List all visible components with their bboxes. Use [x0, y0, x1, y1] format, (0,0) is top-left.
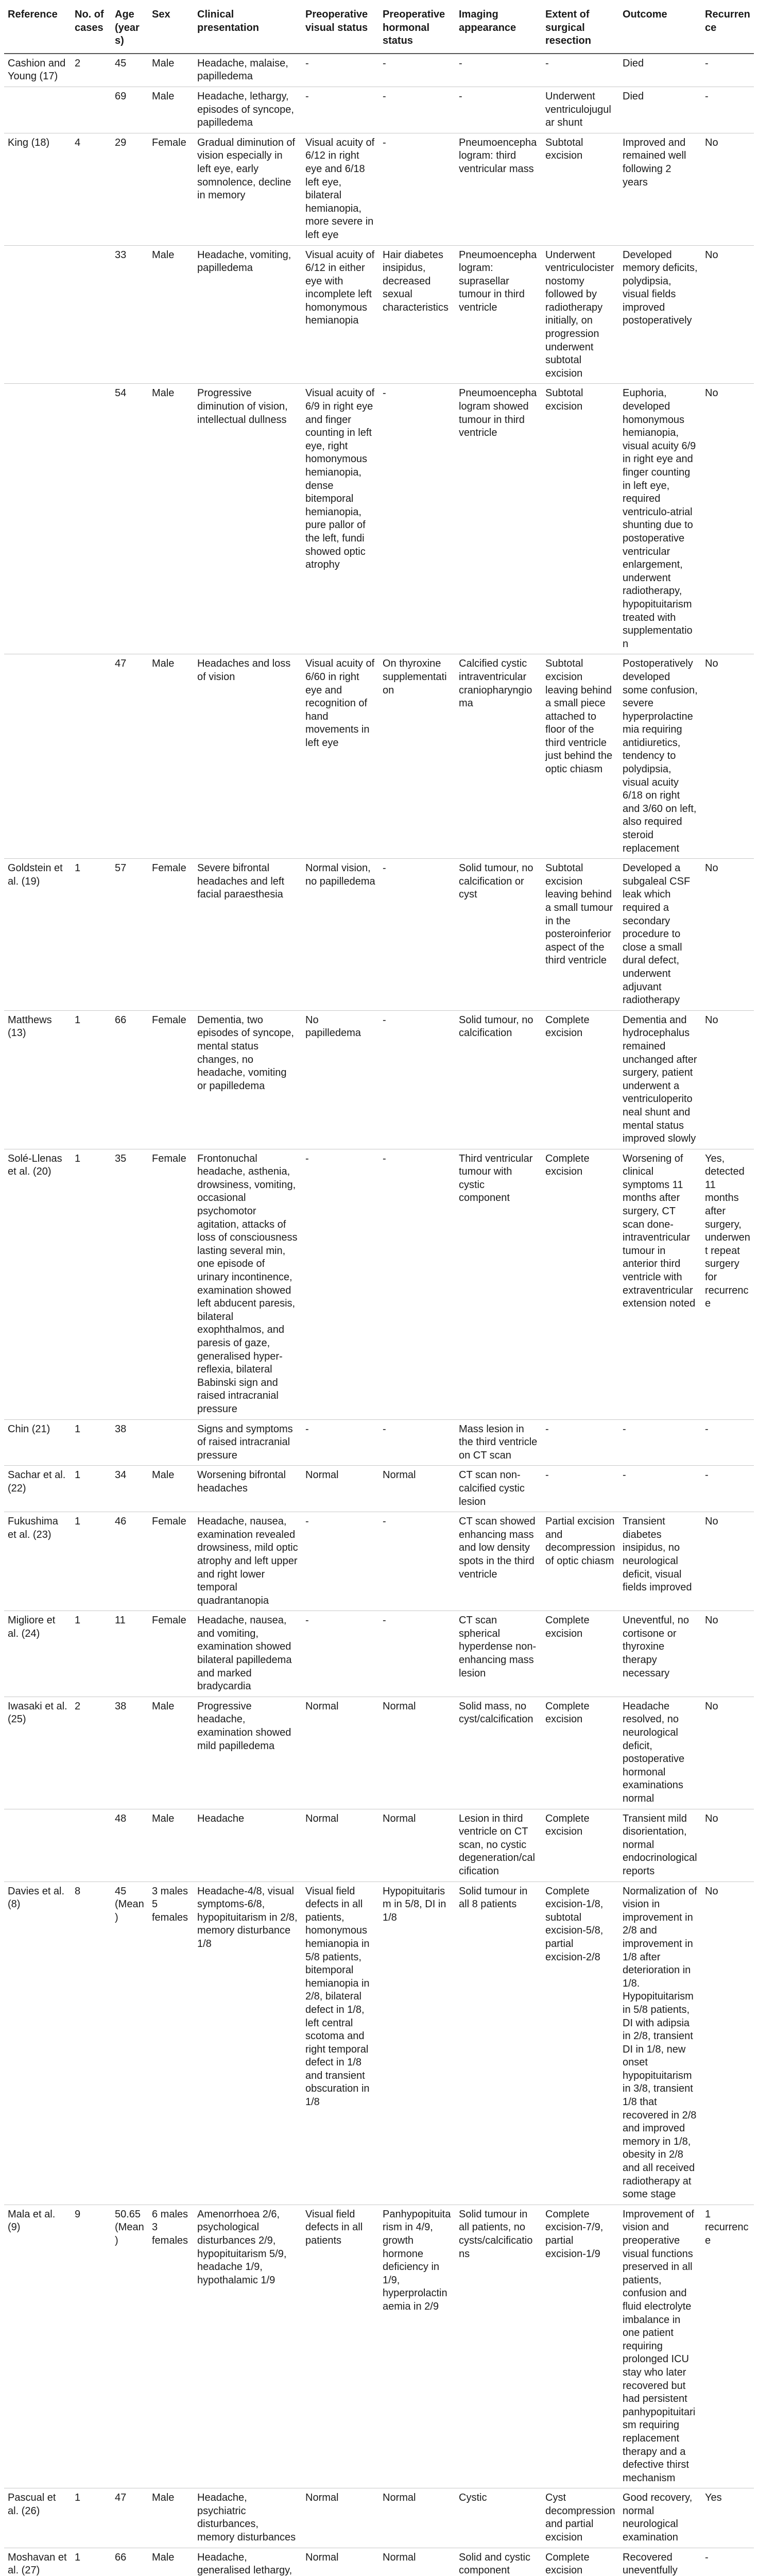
header-hormonal-status: Preoperative hormonal status: [379, 4, 455, 54]
cell-resection: Complete excision-7/9, partial excision-1/9: [545, 2208, 604, 2260]
cell-hormonal-status: Normal: [383, 2551, 416, 2563]
cell-hormonal-status: -: [383, 1014, 386, 1026]
cell-sex: Female: [152, 1516, 186, 1528]
table-row: [4, 1611, 754, 1697]
cell-sex: Male: [152, 90, 175, 102]
cell-cases: 1: [75, 2551, 81, 2563]
cell-cases: 1: [75, 1423, 81, 1435]
cell-resection: Complete excision: [545, 1700, 590, 1725]
cell-outcome: Died: [623, 57, 644, 69]
cell-recurrence: No: [705, 658, 718, 670]
cell-visual-status: Visual acuity of 6/60 in right eye and recognition of hand movements in left eye: [305, 658, 375, 749]
cell-outcome: Developed a subgaleal CSF leak which required a secondary procedure to close a small dural defect, underwent adjuvant radiotherapy: [623, 862, 691, 1006]
table-row: [4, 1697, 754, 1809]
cell-cases: [71, 654, 111, 859]
cell-clinical-presentation: Headache: [197, 1812, 245, 1824]
cell-sex: Female: [152, 862, 186, 874]
clinical-table-container: [4, 4, 754, 2576]
cell-clinical-presentation: Headache, nausea, and vomiting, examination showed bilateral papilledema and marked bradycardia: [197, 1615, 292, 1692]
cell-outcome: Improvement of vision and preoperative visual functions preserved in all patients, confusion and fluid electrolyte imbalance in one patient requiring prolonged ICU stay who later recovered but had persistent panhypopituitarism requiring replacement therapy and a defective thirst mechanism: [623, 2208, 696, 2484]
cell-imaging: Solid tumour in all patients, no cysts/calcifications: [459, 2208, 533, 2260]
cell-cases: 1: [75, 1615, 81, 1626]
header-resection: Extent of surgical resection: [542, 4, 619, 54]
cell-outcome: Euphoria, developed homonymous hemianopia, visual acuity 6/9 in right eye and finger counting in left eye, required ventriculo-atrial shunting due to postoperative ventricular enlargement, underwent radiotherapy, hypopituitarism treated with supplementation: [623, 387, 696, 650]
cell-visual-status: Normal: [305, 1700, 339, 1712]
cell-recurrence: No: [705, 137, 718, 148]
cell-clinical-presentation: Headaches and loss of vision: [197, 658, 291, 683]
cell-outcome: Recovered uneventfully: [623, 2551, 678, 2576]
cell-imaging: Solid tumour in all 8 patients: [459, 1885, 528, 1910]
cell-visual-status: Normal vision, no papilledema: [305, 862, 375, 887]
cell-cases: 4: [75, 137, 81, 148]
cell-reference: [4, 654, 71, 859]
cell-cases: [71, 384, 111, 654]
table-row: [4, 1809, 754, 1882]
cell-sex: Male: [152, 1469, 175, 1481]
cell-age: 29: [115, 137, 127, 148]
cell-resection: Subtotal excision leaving behind a small tumour in the posteroinferior aspect of the third ventricle: [545, 862, 613, 967]
cell-imaging: Pneumoencephalogram showed tumour in third ventricle: [459, 387, 537, 439]
cell-age: 50.65 (Mean): [115, 2208, 144, 2246]
cell-visual-status: Visual acuity of 6/12 in either eye with incomplete left homonymous hemianopia: [305, 249, 375, 327]
cell-hormonal-status: -: [383, 1423, 386, 1435]
cell-sex: Male: [152, 249, 175, 261]
header-age: Age (years): [111, 4, 148, 54]
table-row: [4, 384, 754, 654]
table-row: [4, 2548, 754, 2576]
cell-resection: Complete excision: [545, 1014, 590, 1039]
cell-sex: 6 males 3 females: [152, 2208, 188, 2246]
cell-visual-status: Normal: [305, 2551, 339, 2563]
cell-reference: [4, 1809, 71, 1882]
cell-reference: [4, 87, 71, 133]
header-recurrence: Recurrence: [701, 4, 754, 54]
cell-hormonal-status: Normal: [383, 2492, 416, 2504]
cell-imaging: -: [459, 57, 462, 69]
cell-outcome: Uneventful, no cortisone or thyroxine therapy necessary: [623, 1615, 689, 1679]
cell-sex: 3 males 5 females: [152, 1885, 188, 1923]
cell-reference: Cashion and Young (17): [8, 57, 66, 82]
table-row: [4, 54, 754, 87]
cell-cases: 1: [75, 1469, 81, 1481]
cell-sex: Male: [152, 387, 175, 399]
cell-age: 35: [115, 1153, 127, 1164]
cell-resection: Complete excision: [545, 1615, 590, 1639]
cell-clinical-presentation: Worsening bifrontal headaches: [197, 1469, 286, 1494]
cell-outcome: Good recovery, normal neurological examination: [623, 2492, 693, 2544]
cell-hormonal-status: On thyroxine supplementation: [383, 658, 447, 696]
cell-reference: Solé-Llenas et al. (20): [8, 1153, 62, 1178]
cell-clinical-presentation: Headache, nausea, examination revealed drowsiness, mild optic atrophy and left upper and right lower temporal quadrantanopia: [197, 1516, 298, 1606]
cell-resection: Complete excision: [545, 1153, 590, 1178]
cell-outcome: Died: [623, 90, 644, 102]
cell-imaging: Pneumoencephalogram: suprasellar tumour in third ventricle: [459, 249, 537, 313]
cell-imaging: CT scan showed enhancing mass and low density spots in the third ventricle: [459, 1516, 536, 1580]
table-body: [4, 54, 754, 2576]
table-row: [4, 1512, 754, 1611]
cell-age: 66: [115, 1014, 127, 1026]
cell-imaging: Solid mass, no cyst/calcification: [459, 1700, 533, 1725]
cell-age: 11: [115, 1615, 126, 1626]
cell-hormonal-status: Panhypopituitarism in 4/9, growth hormone deficiency in 1/9, hyperprolactinaemia in 2/9: [383, 2208, 451, 2312]
cell-age: 66: [115, 2551, 127, 2563]
cell-recurrence: No: [705, 862, 718, 874]
cell-age: 47: [115, 2492, 127, 2504]
cell-visual-status: Visual field defects in all patients: [305, 2208, 363, 2246]
table-row: [4, 654, 754, 859]
cell-hormonal-status: -: [383, 1615, 386, 1626]
cell-sex: [148, 1419, 194, 1466]
cell-clinical-presentation: Signs and symptoms of raised intracranial pressure: [197, 1423, 293, 1461]
cell-resection: -: [545, 1469, 549, 1481]
cell-hormonal-status: -: [383, 57, 386, 69]
cell-visual-status: -: [305, 1153, 309, 1164]
cell-sex: Male: [152, 1700, 175, 1712]
cell-cases: 2: [75, 57, 81, 69]
cell-hormonal-status: Hair diabetes insipidus, decreased sexual characteristics: [383, 249, 449, 313]
cell-age: 48: [115, 1812, 127, 1824]
cell-sex: Female: [152, 1014, 186, 1026]
cell-hormonal-status: -: [383, 862, 386, 874]
cell-sex: Male: [152, 57, 175, 69]
cell-recurrence: Yes, detected 11 months after surgery, underwent repeat surgery for recurrence: [705, 1153, 750, 1310]
table-row: [4, 2205, 754, 2488]
cell-resection: Underwent ventriculocisternostomy followed by radiotherapy initially, on progression underwent subtotal excision: [545, 249, 614, 379]
clinical-series-table: [4, 4, 754, 2576]
cell-imaging: Solid tumour, no calcification or cyst: [459, 862, 533, 901]
cell-resection: Underwent ventriculojugular shunt: [545, 90, 611, 129]
cell-visual-status: -: [305, 90, 309, 102]
table-row: [4, 87, 754, 133]
cell-age: 38: [115, 1700, 127, 1712]
table-header: [4, 4, 754, 54]
cell-imaging: Solid and cystic component: [459, 2551, 530, 2576]
cell-reference: Goldstein et al. (19): [8, 862, 63, 887]
header-outcome: Outcome: [619, 4, 701, 54]
cell-reference: Pascual et al. (26): [8, 2492, 56, 2517]
cell-visual-status: -: [305, 1516, 309, 1528]
cell-imaging: Calcified cystic intraventricular craniopharyngioma: [459, 658, 532, 709]
cell-hormonal-status: -: [383, 137, 386, 148]
cell-visual-status: Normal: [305, 1469, 339, 1481]
cell-clinical-presentation: Headache-4/8, visual symptoms-6/8, hypopituitarism in 2/8, memory disturbance 1/8: [197, 1885, 298, 1950]
cell-hormonal-status: Hypopituitarism in 5/8, DI in 1/8: [383, 1885, 446, 1923]
header-imaging: Imaging appearance: [455, 4, 542, 54]
table-row: [4, 1882, 754, 2205]
cell-resection: Complete excision: [545, 1812, 590, 1838]
cell-age: 34: [115, 1469, 127, 1481]
cell-visual-status: No papilledema: [305, 1014, 361, 1039]
cell-outcome: Headache resolved, no neurological deficit, postoperative hormonal examinations normal: [623, 1700, 685, 1804]
cell-reference: Iwasaki et al. (25): [8, 1700, 67, 1725]
cell-clinical-presentation: Headache, psychiatric disturbances, memory disturbances: [197, 2492, 296, 2544]
cell-imaging: CT scan spherical hyperdense non-enhancing mass lesion: [459, 1615, 537, 1679]
header-sex: Sex: [148, 4, 194, 54]
cell-recurrence: No: [705, 1615, 718, 1626]
cell-recurrence: -: [705, 90, 709, 102]
cell-resection: Subtotal excision leaving behind a small piece attached to floor of the third ventricle just behind the optic chiasm: [545, 658, 613, 775]
cell-recurrence: -: [705, 1423, 709, 1435]
cell-reference: Chin (21): [8, 1423, 50, 1435]
cell-age: 46: [115, 1516, 127, 1528]
cell-visual-status: -: [305, 1615, 309, 1626]
cell-age: 38: [115, 1423, 127, 1435]
cell-reference: [4, 384, 71, 654]
cell-sex: Male: [152, 1812, 175, 1824]
header-clinical-presentation: Clinical presentation: [194, 4, 302, 54]
cell-imaging: -: [459, 90, 462, 102]
cell-reference: Fukushima et al. (23): [8, 1516, 58, 1540]
cell-reference: Sachar et al. (22): [8, 1469, 66, 1494]
cell-sex: Female: [152, 1615, 186, 1626]
cell-clinical-presentation: Severe bifrontal headaches and left facial paraesthesia: [197, 862, 285, 901]
cell-hormonal-status: -: [383, 387, 386, 399]
cell-cases: 9: [75, 2208, 81, 2220]
cell-sex: Male: [152, 658, 175, 670]
cell-cases: [71, 245, 111, 384]
cell-hormonal-status: Normal: [383, 1469, 416, 1481]
cell-outcome: Normalization of vision in improvement in 2/8 and improvement in 1/8 after deterioration in 1/8. Hypopituitarism in 5/8 patients, DI with adipsia in 2/8, transient DI in 1/8, new onset hypopituitarism in 3/8, transient 1/8 that recovered in 2/8 and improved memory in 1/8, obesity in 2/8 and all received radiotherapy at some stage: [623, 1885, 697, 2200]
cell-cases: [71, 87, 111, 133]
cell-clinical-presentation: Headache, generalised lethargy,: [197, 2551, 292, 2576]
cell-recurrence: -: [705, 2551, 709, 2563]
cell-hormonal-status: -: [383, 90, 386, 102]
cell-age: 57: [115, 862, 127, 874]
cell-resection: Subtotal excision: [545, 387, 583, 413]
cell-visual-status: -: [305, 57, 309, 69]
cell-age: 45: [115, 57, 127, 69]
table-row: [4, 2488, 754, 2548]
cell-visual-status: Visual acuity of 6/12 in right eye and 6/18 left eye, bilateral hemianopia, more severe in left eye: [305, 137, 375, 241]
cell-outcome: Transient mild disorientation, normal endocrinological reports: [623, 1812, 697, 1877]
cell-recurrence: No: [705, 1516, 718, 1528]
cell-age: 69: [115, 90, 127, 102]
cell-resection: Cyst decompression and partial excision: [545, 2492, 615, 2544]
cell-recurrence: No: [705, 249, 718, 261]
cell-reference: Davies et al. (8): [8, 1885, 65, 1910]
table-row: [4, 133, 754, 245]
cell-recurrence: Yes: [705, 2492, 722, 2504]
cell-outcome: -: [623, 1469, 626, 1481]
cell-clinical-presentation: Amenorrhoea 2/6, psychological disturbances 2/9, hypopituitarism 5/9, headache 1/9, hypothalamic 1/9: [197, 2208, 287, 2286]
cell-reference: Mala et al. (9): [8, 2208, 56, 2233]
table-row: [4, 1466, 754, 1512]
cell-recurrence: No: [705, 1014, 718, 1026]
cell-reference: King (18): [8, 137, 50, 148]
cell-reference: Matthews (13): [8, 1014, 52, 1039]
cell-outcome: Improved and remained well following 2 years: [623, 137, 686, 188]
cell-sex: Male: [152, 2551, 175, 2563]
header-cases: No. of cases: [71, 4, 111, 54]
cell-resection: Partial excision and decompression of optic chiasm: [545, 1516, 615, 1567]
cell-recurrence: 1 recurrence: [705, 2208, 749, 2246]
cell-reference: Migliore et al. (24): [8, 1615, 56, 1639]
cell-clinical-presentation: Progressive diminution of vision, intellectual dullness: [197, 387, 288, 426]
header-visual-status: Preoperative visual status: [302, 4, 379, 54]
cell-cases: 2: [75, 1700, 81, 1712]
cell-cases: 8: [75, 1885, 81, 1897]
cell-hormonal-status: Normal: [383, 1700, 416, 1712]
cell-imaging: Pneumoencephalogram: third ventricular mass: [459, 137, 537, 175]
cell-visual-status: Normal: [305, 1812, 339, 1824]
cell-hormonal-status: Normal: [383, 1812, 416, 1824]
cell-resection: Complete excision: [545, 2551, 590, 2576]
cell-clinical-presentation: Dementia, two episodes of syncope, mental status changes, no headache, vomiting or papilledema: [197, 1014, 294, 1092]
table-row: [4, 859, 754, 1011]
cell-imaging: Third ventricular tumour with cystic component: [459, 1153, 533, 1204]
cell-imaging: Cystic: [459, 2492, 487, 2504]
cell-visual-status: Normal: [305, 2492, 339, 2504]
cell-reference: [4, 245, 71, 384]
cell-hormonal-status: -: [383, 1516, 386, 1528]
cell-imaging: Mass lesion in the third ventricle on CT scan: [459, 1423, 538, 1461]
cell-reference: Moshavan et al. (27): [8, 2551, 67, 2576]
cell-cases: 1: [75, 1516, 81, 1528]
cell-hormonal-status: -: [383, 1153, 386, 1164]
cell-clinical-presentation: Headache, vomiting, papilledema: [197, 249, 291, 274]
cell-age: 47: [115, 658, 127, 670]
cell-recurrence: No: [705, 1885, 718, 1897]
cell-resection: Complete excision-1/8, subtotal excision-5/8, partial excision-2/8: [545, 1885, 604, 1963]
cell-clinical-presentation: Headache, malaise, papilledema: [197, 57, 288, 82]
cell-outcome: Worsening of clinical symptoms 11 months after surgery, CT scan done-intraventricular tumour in anterior third ventricle with extraventricular extension noted: [623, 1153, 696, 1310]
table-row: [4, 245, 754, 384]
cell-age: 45 (Mean): [115, 1885, 144, 1923]
header-reference: Reference: [4, 4, 71, 54]
cell-sex: Male: [152, 2492, 175, 2504]
cell-imaging: Lesion in third ventricle on CT scan, no cystic degeneration/calcification: [459, 1812, 535, 1877]
cell-sex: Female: [152, 1153, 186, 1164]
cell-recurrence: No: [705, 1812, 718, 1824]
cell-cases: 1: [75, 1014, 81, 1026]
table-row: [4, 1419, 754, 1466]
table-row: [4, 1149, 754, 1419]
cell-resection: -: [545, 1423, 549, 1435]
cell-age: 33: [115, 249, 127, 261]
cell-clinical-presentation: Gradual diminution of vision especially in left eye, early somnolence, decline in memory: [197, 137, 296, 201]
cell-resection: Subtotal excision: [545, 137, 583, 162]
cell-recurrence: No: [705, 387, 718, 399]
cell-clinical-presentation: Headache, lethargy, episodes of syncope, papilledema: [197, 90, 294, 129]
cell-clinical-presentation: Progressive headache, examination showed mild papilledema: [197, 1700, 291, 1752]
cell-cases: 1: [75, 2492, 81, 2504]
cell-cases: 1: [75, 862, 81, 874]
cell-visual-status: Visual acuity of 6/9 in right eye and finger counting in left eye, right homonymous hemianopia, dense bitemporal hemianopia, pure pallor of the left, fundi showed optic atrophy: [305, 387, 375, 571]
cell-imaging: Solid tumour, no calcification: [459, 1014, 533, 1039]
cell-cases: [71, 1809, 111, 1882]
header-row: [4, 4, 754, 54]
cell-visual-status: Visual field defects in all patients, homonymous hemianopia in 5/8 patients, bitemporal hemianopia in 2/8, bilateral defect in 1/8, left central scotoma and right temporal defect in 1/8 and transient obscuration in 1/8: [305, 1885, 370, 2108]
cell-outcome: Transient diabetes insipidus, no neurological deficit, visual fields improved: [623, 1516, 692, 1594]
cell-outcome: -: [623, 1423, 626, 1435]
cell-cases: 1: [75, 1153, 81, 1164]
cell-outcome: Postoperatively developed some confusion, severe hyperprolactinemia requiring antidiuretics, tendency to polydipsia, visual acuity 6/18 on right and 3/60 on left, also required steroid replacement: [623, 658, 698, 854]
cell-resection: -: [545, 57, 549, 69]
cell-visual-status: -: [305, 1423, 309, 1435]
cell-clinical-presentation: Frontonuchal headache, asthenia, drowsiness, vomiting, occasional psychomotor agitation, attacks of loss of consciousness lasting several min, one episode of urinary incontinence, examination showed left abducent paresis, bilateral exophthalmos, and paresis of gaze, generalised hyper-reflexia, bilateral Babinski sign and raised intracranial pressure: [197, 1153, 298, 1415]
cell-age: 54: [115, 387, 127, 399]
cell-recurrence: -: [705, 1469, 709, 1481]
cell-outcome: Dementia and hydrocephalus remained unchanged after surgery, patient underwent a ventriculoperitoneal shunt and mental status improved slowly: [623, 1014, 697, 1145]
table-row: [4, 1010, 754, 1149]
cell-outcome: Developed memory deficits, polydipsia, visual fields improved postoperatively: [623, 249, 698, 327]
cell-sex: Female: [152, 137, 186, 148]
cell-imaging: CT scan non-calcified cystic lesion: [459, 1469, 525, 1507]
cell-recurrence: No: [705, 1700, 718, 1712]
cell-recurrence: -: [705, 57, 709, 69]
